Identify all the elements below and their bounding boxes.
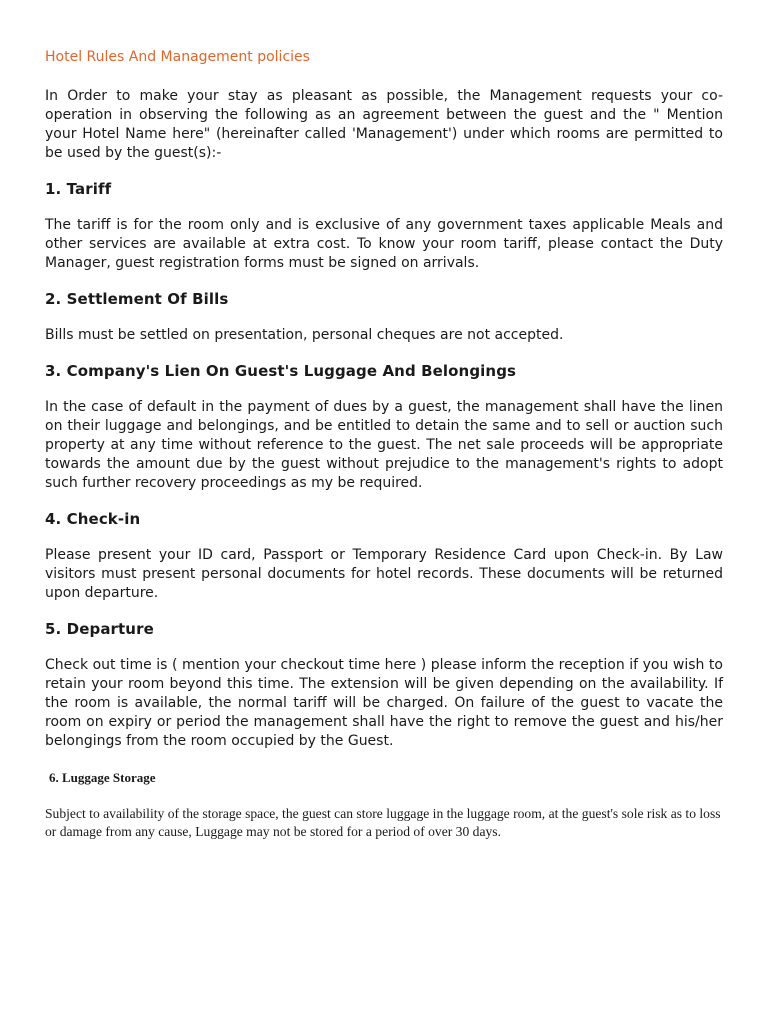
- section-heading-tariff: 1. Tariff: [45, 180, 112, 198]
- intro-paragraph: In Order to make your stay as pleasant as possible, the Management requests your co-operation in observing the following as an agreement between the guest and the " Mention your Hotel Name here" (hereinafter called 'Management') under which rooms are permitted to be used by the guest(s):-: [45, 88, 723, 161]
- section-heading-departure: 5. Departure: [45, 620, 154, 638]
- section-heading-settlement-of-bills: 2. Settlement Of Bills: [45, 290, 229, 308]
- section-body-departure: Check out time is ( mention your checkout time here ) please inform the reception if you wish to retain your room beyond this time. The extension will be given depending on the availability. If the room is available, the normal tariff will be charged. On failure of the guest to vacate the room on expiry or period the management shall have the right to remove the guest and his/her belongings from the room occupied by the Guest.: [45, 657, 723, 749]
- section-body-settlement-of-bills: Bills must be settled on presentation, personal cheques are not accepted.: [45, 327, 564, 343]
- section-body-company-lien: In the case of default in the payment of dues by a guest, the management shall have the linen on their luggage and belongings, and be entitled to detain the same and to sell or auction such property at any time without reference to the guest. The net sale proceeds will be appropriate towards the amount due by the guest without prejudice to the management's rights to adopt such further recovery proceedings as my be required.: [45, 399, 723, 491]
- document: [45, 48, 723, 841]
- section-heading-luggage-storage: 6. Luggage Storage: [49, 770, 156, 785]
- section-heading-company-lien: 3. Company's Lien On Guest's Luggage And Belongings: [45, 362, 517, 380]
- section-body-check-in: Please present your ID card, Passport or Temporary Residence Card upon Check-in. By Law visitors must present personal documents for hotel records. These documents will be returned upon departure.: [45, 547, 723, 601]
- section-heading-check-in: 4. Check-in: [45, 510, 141, 528]
- document-title: Hotel Rules And Management policies: [45, 49, 310, 65]
- section-body-tariff: The tariff is for the room only and is exclusive of any government taxes applicable Meals and other services are available at extra cost. To know your room tariff, please contact the Duty Manager, guest registration forms must be signed on arrivals.: [45, 217, 723, 271]
- section-body-luggage-storage: Subject to availability of the storage space, the guest can store luggage in the luggage room, at the guest's sole risk as to loss or damage from any cause, Luggage may not be stored for a period of over 30 days.: [45, 806, 721, 839]
